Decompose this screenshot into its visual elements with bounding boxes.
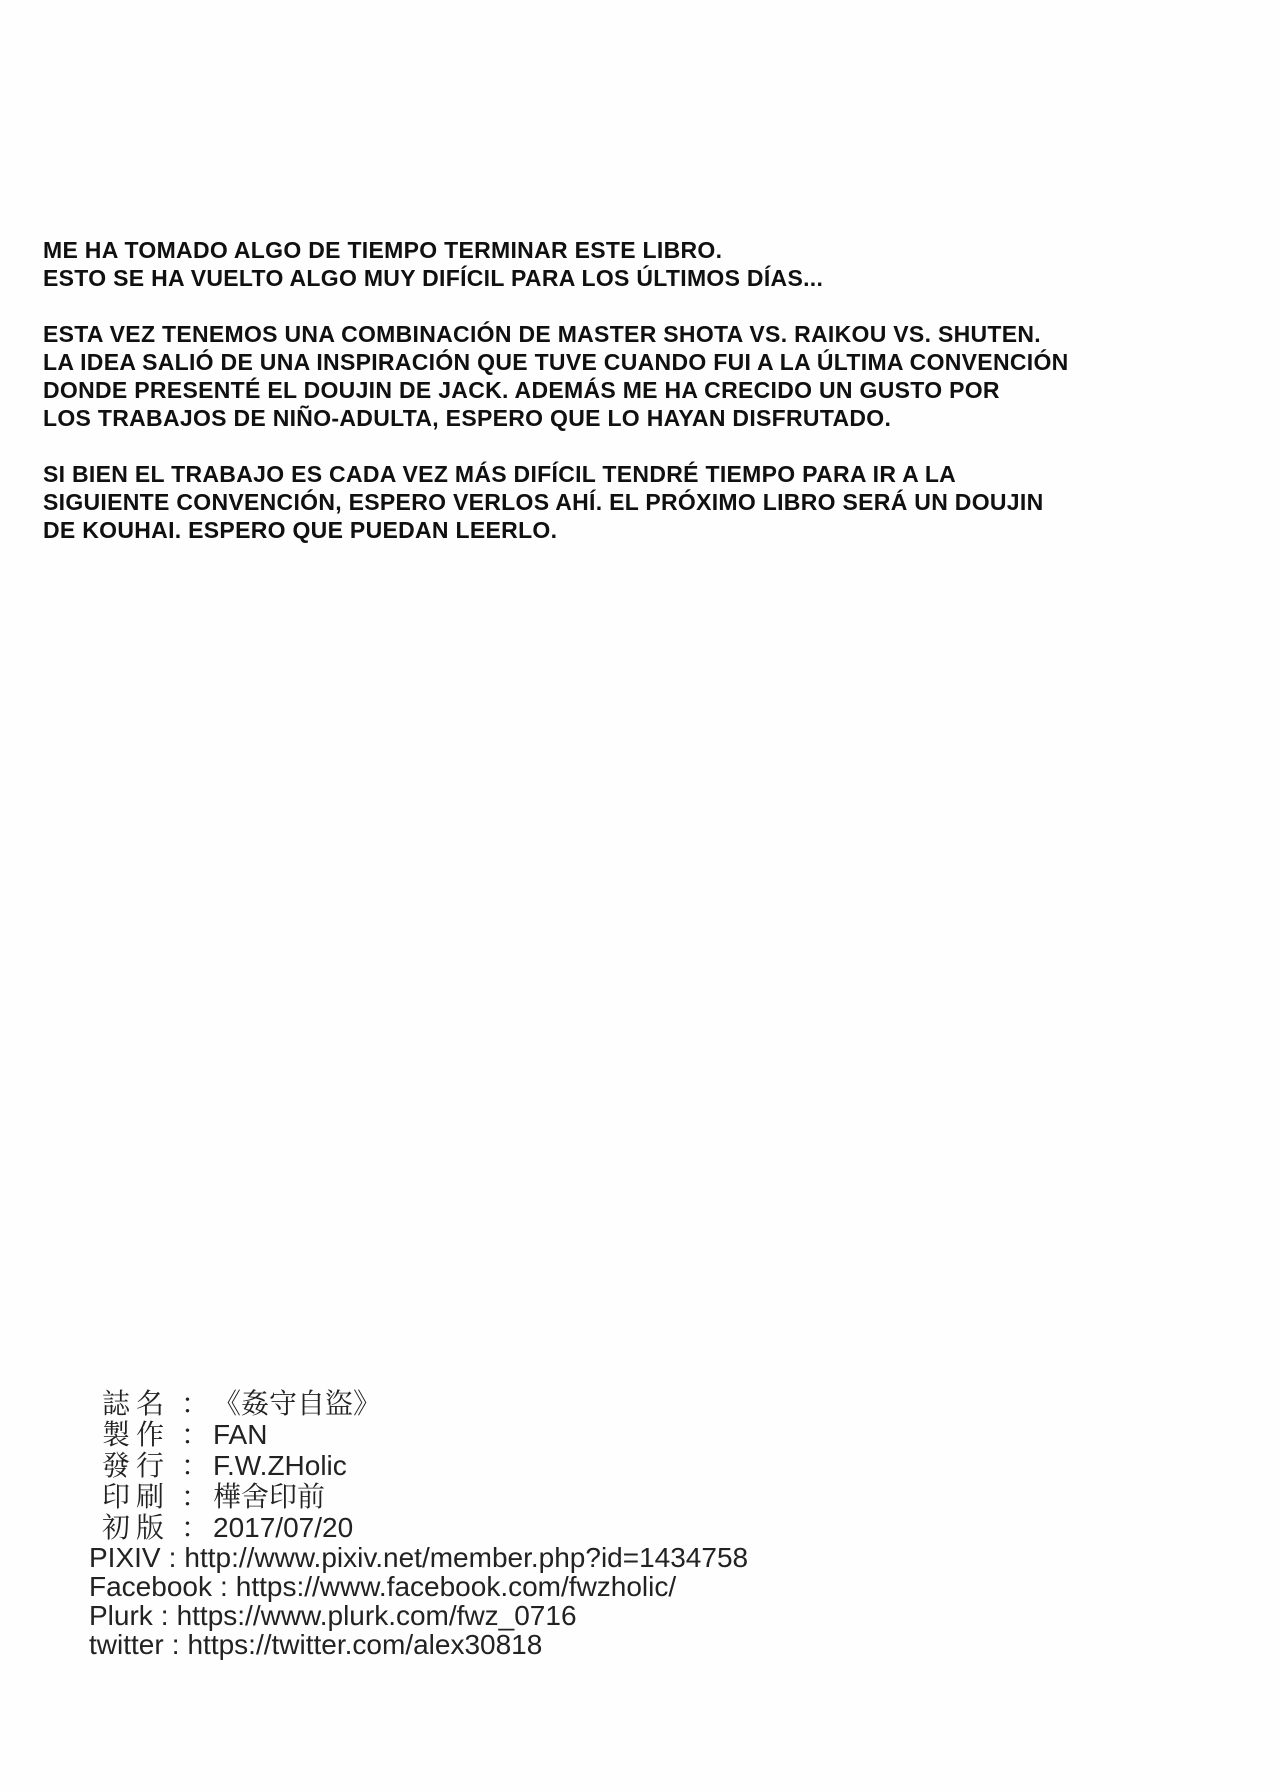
colophon-separator: ： [180,1388,209,1419]
link-label: Plurk [89,1600,153,1631]
afterword-text-block [43,236,1203,572]
link-label: Facebook [89,1571,212,1602]
link-label: twitter [89,1629,164,1660]
colophon-value: 《姦守自盜》 [213,1388,382,1419]
colophon-label: 初版 [102,1512,171,1543]
link-separator: : [168,1542,177,1573]
colophon-value: FAN [213,1419,268,1450]
colophon-link-plurk [89,1601,748,1630]
colophon-value: F.W.ZHolic [213,1450,347,1481]
afterword-line: ESTA VEZ TENEMOS UNA COMBINACIÓN DE MASTER SHOTA VS. RAIKOU VS. SHUTEN. [43,321,1042,347]
afterword-line: SIGUIENTE CONVENCIÓN, ESPERO VERLOS AHÍ. EL PRÓXIMO LIBRO SERÁ UN DOUJIN [43,489,1044,515]
afterword-paragraph-2 [43,320,1203,432]
afterword-line: LOS TRABAJOS DE NIÑO-ADULTA, ESPERO QUE LO HAYAN DISFRUTADO. [43,405,892,431]
link-url: http://www.pixiv.net/member.php?id=1434758 [184,1542,749,1573]
afterword-line: ME HA TOMADO ALGO DE TIEMPO TERMINAR ESTE LIBRO. [43,237,723,263]
colophon-link-twitter [89,1630,748,1659]
afterword-line: ESTO SE HA VUELTO ALGO MUY DIFÍCIL PARA LOS ÚLTIMOS DÍAS... [43,265,824,291]
colophon-separator: ： [180,1450,209,1481]
afterword-paragraph-1 [43,236,1203,292]
colophon-label: 製作 [102,1419,171,1450]
colophon-separator: ： [180,1419,209,1450]
link-separator: : [219,1571,228,1602]
colophon-label: 發行 [102,1450,171,1481]
colophon-separator: ： [180,1512,209,1543]
afterword-line: LA IDEA SALIÓ DE UNA INSPIRACIÓN QUE TUVE CUANDO FUI A LA ÚLTIMA CONVENCIÓN [43,349,1069,375]
colophon-entry-publisher [89,1450,748,1481]
colophon-link-facebook [89,1572,748,1601]
colophon-separator: ： [180,1481,209,1512]
link-label: PIXIV [89,1542,161,1573]
colophon-label: 誌名 [102,1388,171,1419]
afterword-line: DONDE PRESENTÉ EL DOUJIN DE JACK. ADEMÁS ME HA CRECIDO UN GUSTO POR [43,377,1000,403]
colophon-entry-title [89,1388,748,1419]
colophon-label: 印刷 [102,1481,171,1512]
colophon-value: 樺舍印前 [213,1481,326,1512]
colophon-block [89,1388,748,1659]
link-url: https://www.plurk.com/fwz_0716 [176,1600,577,1631]
link-separator: : [160,1600,169,1631]
colophon-entry-printer [89,1481,748,1512]
afterword-line: DE KOUHAI. ESPERO QUE PUEDAN LEERLO. [43,517,558,543]
link-separator: : [171,1629,180,1660]
link-url: https://www.facebook.com/fwzholic/ [235,1571,677,1602]
colophon-link-pixiv [89,1543,748,1572]
afterword-paragraph-3 [43,460,1203,544]
afterword-line: SI BIEN EL TRABAJO ES CADA VEZ MÁS DIFÍCIL TENDRÉ TIEMPO PARA IR A LA [43,461,957,487]
link-url: https://twitter.com/alex30818 [187,1629,543,1660]
colophon-value: 2017/07/20 [213,1512,354,1543]
colophon-entry-first-edition [89,1512,748,1543]
colophon-entry-production [89,1419,748,1450]
